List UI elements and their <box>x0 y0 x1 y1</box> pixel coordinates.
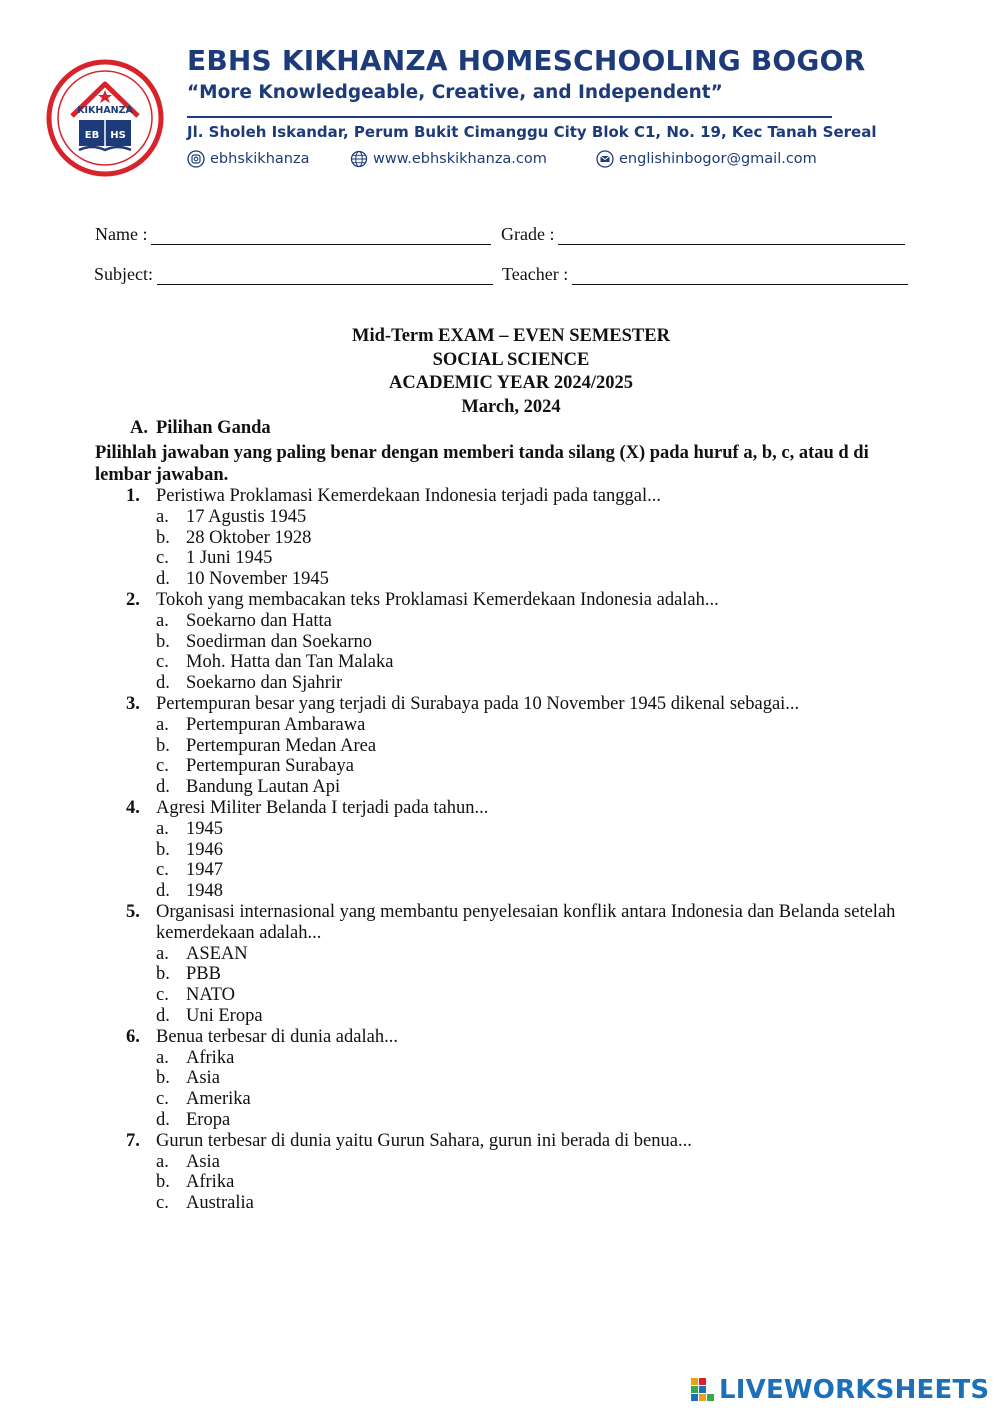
answer-option[interactable] <box>0 777 999 798</box>
option-letter: c. <box>156 1089 169 1110</box>
option-letter: b. <box>156 839 170 860</box>
section-letter: A. <box>130 418 148 438</box>
option-text: NATO <box>186 985 235 1006</box>
option-text: 1945 <box>186 818 223 839</box>
website-url: www.ebhskikhanza.com <box>373 151 547 167</box>
answer-option[interactable] <box>0 840 999 861</box>
option-text: Uni Eropa <box>186 1005 263 1026</box>
exam-date-line: March, 2024 <box>461 396 561 417</box>
option-text: 1948 <box>186 881 223 902</box>
exam-subject-line: SOCIAL SCIENCE <box>432 349 590 370</box>
logo-text: KIKHANZA <box>77 105 133 116</box>
question-item <box>0 486 999 590</box>
question-item <box>0 1027 999 1131</box>
answer-option[interactable] <box>0 611 999 632</box>
question-item <box>0 1131 999 1214</box>
answer-option[interactable] <box>0 569 999 590</box>
option-letter: a. <box>156 818 169 839</box>
option-letter: c. <box>156 860 169 881</box>
option-text: Amerika <box>186 1089 251 1110</box>
exam-title-block <box>0 325 999 419</box>
section-heading <box>130 418 271 439</box>
instagram-handle: ebhskikhanza <box>210 151 310 167</box>
answer-option[interactable] <box>0 944 999 965</box>
answer-option[interactable] <box>0 1152 999 1173</box>
answer-option[interactable] <box>0 860 999 881</box>
option-letter: a. <box>156 943 169 964</box>
option-letter: c. <box>156 985 169 1006</box>
school-address: Jl. Sholeh Iskandar, Perum Bukit Cimanggu City Blok C1, No. 19, Kec Tanah Sereal <box>187 123 877 141</box>
question-text: Benua terbesar di dunia adalah... <box>156 1026 398 1047</box>
option-text: 1 Juni 1945 <box>186 548 273 569</box>
question-number: 6. <box>126 1026 140 1047</box>
liveworksheets-watermark <box>691 1374 989 1406</box>
question-item <box>0 590 999 694</box>
option-text: Australia <box>186 1193 254 1214</box>
option-letter: d. <box>156 1005 170 1026</box>
grade-blank-line[interactable] <box>558 226 905 245</box>
option-text: Afrika <box>186 1047 235 1068</box>
option-letter: b. <box>156 631 170 652</box>
answer-option[interactable] <box>0 1172 999 1193</box>
grade-label: Grade : <box>501 224 555 244</box>
answer-option[interactable] <box>0 736 999 757</box>
header-divider <box>187 116 832 118</box>
option-letter: b. <box>156 735 170 756</box>
subject-field <box>94 264 493 285</box>
option-text: PBB <box>186 964 221 985</box>
option-letter: a. <box>156 1151 169 1172</box>
question-item <box>0 798 999 902</box>
option-text: Soedirman dan Soekarno <box>186 631 372 652</box>
option-text: Pertempuran Surabaya <box>186 756 354 777</box>
teacher-field <box>502 264 908 285</box>
option-text: Soekarno dan Sjahrir <box>186 673 343 694</box>
exam-title-line: Mid-Term EXAM – EVEN SEMESTER <box>352 326 670 346</box>
subject-label: Subject: <box>94 264 153 284</box>
answer-option[interactable] <box>0 1048 999 1069</box>
question-text: Peristiwa Proklamasi Kemerdekaan Indonesia terjadi pada tanggal... <box>156 486 661 506</box>
email-address: englishinbogor@gmail.com <box>619 151 817 167</box>
question-number: 4. <box>126 797 140 818</box>
question-number: 1. <box>126 486 140 506</box>
option-letter: c. <box>156 756 169 777</box>
school-name: EBHS KIKHANZA HOMESCHOOLING BOGOR <box>187 44 866 77</box>
option-text: ASEAN <box>186 943 248 964</box>
option-letter: b. <box>156 964 170 985</box>
answer-option[interactable] <box>0 1193 999 1214</box>
option-letter: c. <box>156 652 169 673</box>
answer-option[interactable] <box>0 819 999 840</box>
name-blank-line[interactable] <box>151 226 491 245</box>
option-text: Pertempuran Medan Area <box>186 735 377 756</box>
answer-option[interactable] <box>0 985 999 1006</box>
school-logo <box>42 58 168 178</box>
option-letter: a. <box>156 610 169 631</box>
question-item <box>0 694 999 798</box>
answer-option[interactable] <box>0 964 999 985</box>
question-text: Agresi Militer Belanda I terjadi pada tahun... <box>156 797 489 818</box>
option-letter: d. <box>156 673 170 694</box>
school-motto: “More Knowledgeable, Creative, and Independent” <box>187 82 723 103</box>
option-text: 1946 <box>186 839 223 860</box>
section-title: Pilihan Ganda <box>156 418 271 438</box>
question-text: Pertempuran besar yang terjadi di Surabaya pada 10 November 1945 dikenal sebagai... <box>156 693 800 714</box>
option-letter: a. <box>156 506 169 527</box>
option-text: 28 Oktober 1928 <box>186 527 312 548</box>
option-letter: c. <box>156 1193 169 1214</box>
answer-option[interactable] <box>0 548 999 569</box>
question-text: Gurun terbesar di dunia yaitu Gurun Sahara, gurun ini berada di benua... <box>156 1130 692 1151</box>
contact-email <box>596 150 817 168</box>
option-letter: d. <box>156 881 170 902</box>
watermark-text: LIVEWORKSHEETS <box>719 1375 990 1405</box>
contact-website <box>350 150 547 168</box>
answer-option[interactable] <box>0 715 999 736</box>
option-text: Soekarno dan Hatta <box>186 610 332 631</box>
grade-field <box>501 224 905 245</box>
question-number: 5. <box>126 901 140 922</box>
globe-icon <box>350 150 368 168</box>
answer-option[interactable] <box>0 756 999 777</box>
answer-option[interactable] <box>0 507 999 528</box>
answer-option[interactable] <box>0 1006 999 1027</box>
option-letter: c. <box>156 548 169 569</box>
logo-badge-right: HS <box>110 130 126 141</box>
option-text: Eropa <box>186 1109 231 1130</box>
logo-badge-left: EB <box>84 130 100 141</box>
option-letter: d. <box>156 569 170 590</box>
exam-year-line: ACADEMIC YEAR 2024/2025 <box>389 373 633 393</box>
question-number: 7. <box>126 1130 140 1151</box>
question-number: 2. <box>126 589 140 610</box>
answer-option[interactable] <box>0 652 999 673</box>
liveworksheets-logo-icon <box>691 1378 715 1402</box>
answer-option[interactable] <box>0 673 999 694</box>
section-instruction: Pilihlah jawaban yang paling benar dengan memberi tanda silang (X) pada huruf a, b, c, atau d di lembar jawaban. <box>95 443 869 485</box>
letterhead <box>0 0 999 195</box>
option-text: Moh. Hatta dan Tan Malaka <box>186 652 394 673</box>
subject-blank-line[interactable] <box>157 266 493 285</box>
option-text: 17 Agustis 1945 <box>186 506 307 527</box>
option-letter: d. <box>156 1109 170 1130</box>
answer-option[interactable] <box>0 1068 999 1089</box>
option-text: Asia <box>186 1151 220 1172</box>
option-letter: b. <box>156 527 170 548</box>
answer-option[interactable] <box>0 881 999 902</box>
teacher-blank-line[interactable] <box>572 266 908 285</box>
option-text: 1947 <box>186 860 223 881</box>
teacher-label: Teacher : <box>502 264 569 284</box>
question-text: Organisasi internasional yang membantu penyelesaian konflik antara Indonesia dan Belanda setelah kemerdekaan adalah... <box>156 901 896 943</box>
name-field <box>95 224 491 245</box>
contact-instagram <box>187 150 309 168</box>
option-letter: a. <box>156 714 169 735</box>
option-text: Pertempuran Ambarawa <box>186 714 366 735</box>
question-item <box>0 902 999 1027</box>
question-list <box>0 486 999 1214</box>
option-text: Bandung Lautan Api <box>186 777 341 798</box>
answer-option[interactable] <box>0 1089 999 1110</box>
name-label: Name : <box>95 224 148 244</box>
answer-option[interactable] <box>0 632 999 653</box>
option-text: Asia <box>186 1068 220 1089</box>
answer-option[interactable] <box>0 1110 999 1131</box>
option-letter: a. <box>156 1047 169 1068</box>
option-letter: d. <box>156 777 170 798</box>
option-text: Afrika <box>186 1172 235 1193</box>
instagram-icon <box>187 150 205 168</box>
question-number: 3. <box>126 693 140 714</box>
question-text: Tokoh yang membacakan teks Proklamasi Kemerdekaan Indonesia adalah... <box>156 589 719 610</box>
option-text: 10 November 1945 <box>186 569 329 590</box>
option-letter: b. <box>156 1068 170 1089</box>
answer-option[interactable] <box>0 528 999 549</box>
option-letter: b. <box>156 1172 170 1193</box>
mail-icon <box>596 150 614 168</box>
